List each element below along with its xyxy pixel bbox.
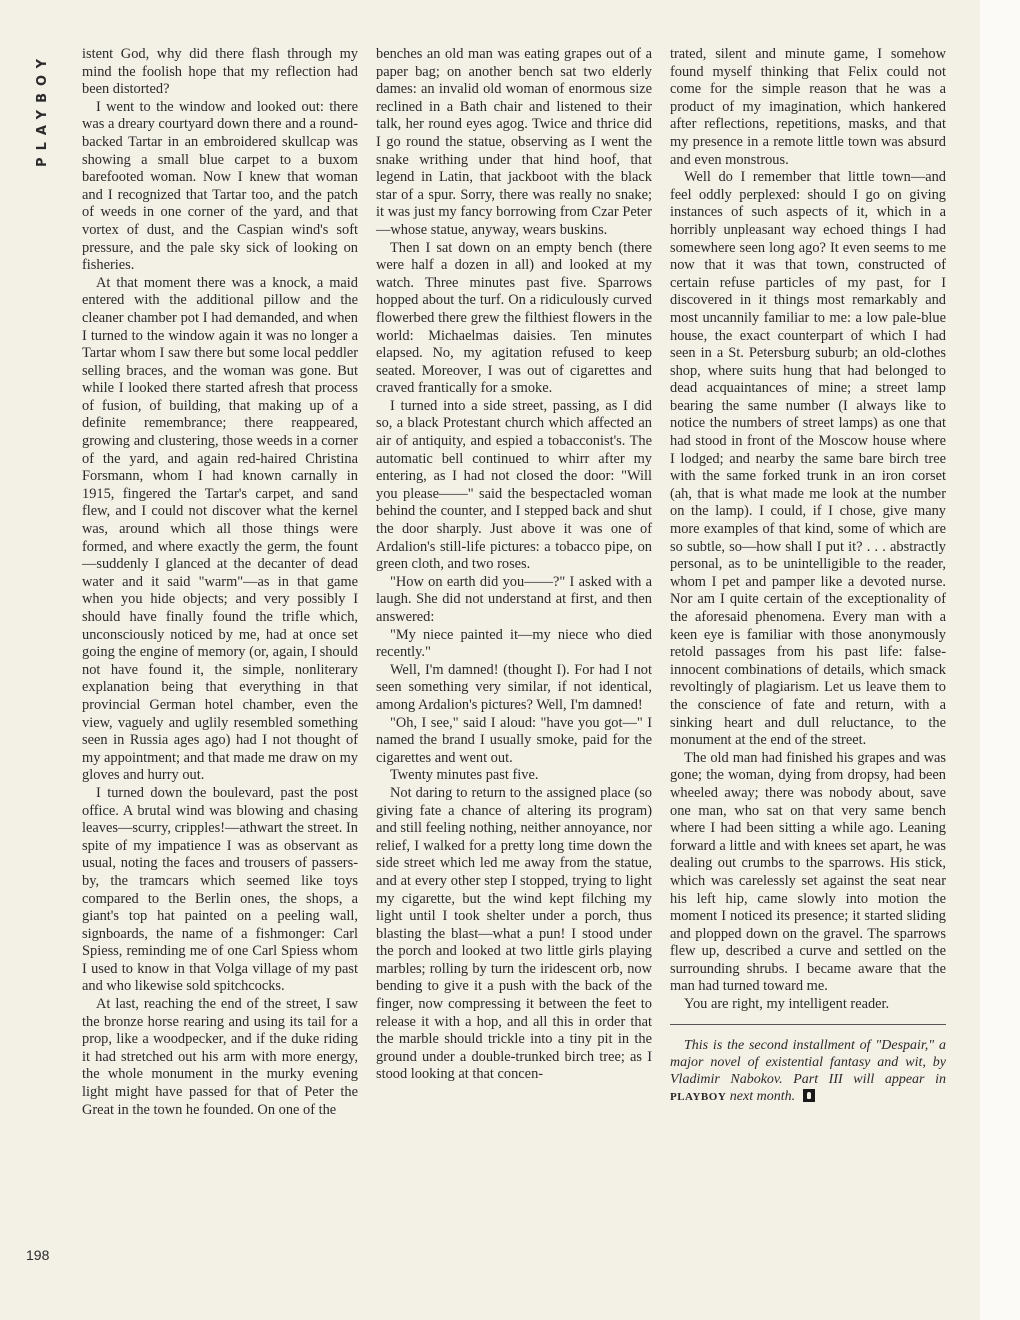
editor-note-tail: next month.	[729, 1088, 796, 1104]
paragraph: I turned into a side street, passing, as I did so, a black Protestant church which affected an air of antiquity, and espied a tobacconist's. The automatic bell continued to whirr after my entering, as I had not closed the door: "Will you please——" said the bespectacled woman behind the counter, and I stepped back and shut the door sharply. Just above it was one of Ardalion's still-life pictures: a tobacco pipe, on green cloth, and two roses.	[376, 397, 652, 573]
paragraph: "How on earth did you——?" I asked with a laugh. She did not understand at first, and then answered:	[376, 573, 652, 625]
paragraph: benches an old man was eating grapes out of a paper bag; on another bench sat two elderly dames: an invalid old woman of enormous size reclined in a Bath chair and listened to their talk, her round eyes agog. Twice and thrice did I go round the statue, observing as I went the snake writhing under that hind hoof, that legend in Latin, that jackboot with the black star of a spur. Sorry, there was really no snake; it was just my fancy borrowing from Czar Peter—whose statue, anyway, wears buskins.	[376, 46, 652, 238]
rabbit-head-logo-icon	[803, 1089, 815, 1102]
page-edge	[980, 0, 1020, 1320]
paragraph: istent God, why did there flash through my mind the foolish hope that my reflection had been distorted?	[82, 46, 358, 98]
paragraph: The old man had finished his grapes and was gone; the woman, dying from dropsy, had been wheeled away; there was nobody about, save one man, who sat on that very same bench where I had been sitting a while ago. Leaning forward a little and with knees set apart, he was dealing out crumbs to the sparrows. His stick, which was carelessly set against the seat near his left hip, came slowly into motion the moment I noticed its presence; it started sliding and plopped down on the gravel. The sparrows flew up, described a curve and settled on the surrounding shrubs. I became aware that the man had turned toward me.	[670, 749, 946, 995]
editor-note	[670, 1024, 946, 1106]
paragraph: "Oh, I see," said I aloud: "have you got—" I named the brand I usually smoke, paid for the cigarettes and went out.	[376, 714, 652, 766]
paragraph: Well, I'm damned! (thought I). For had I not seen something very similar, if not identical, among Ardalion's pictures? Well, I'm damned!	[376, 661, 652, 713]
text-column-1	[82, 46, 358, 1119]
paragraph: You are right, my intelligent reader.	[684, 996, 890, 1013]
paragraph: trated, silent and minute game, I somehow found myself thinking that Felix could not come for the simple reason that he was a product of my imagination, which hankered after reflections, repetitions, masks, and that my presence in a remote little town was absurd and even monstrous.	[670, 46, 946, 168]
paragraph: I went to the window and looked out: there was a dreary courtyard down there and a round-backed Tartar in an embroidered skullcap was showing a small blue carpet to a buxom barefooted woman. Now I knew that woman and I recognized that Tartar too, and the patch of weeds in one corner of the yard, and that vortex of dust, and the Caspian wind's soft pressure, and the pale sky sick of looking on fisheries.	[82, 98, 358, 274]
paragraph: Twenty minutes past five.	[390, 767, 539, 784]
paragraph: Well do I remember that little town—and feel oddly perplexed: should I go on giving instances of such aspects of it, which in a horribly unpleasant way echoed things I had somewhere seen long ago? It even seems to me now that it was that town, constructed of certain refuse particles of my past, for I discovered in it things most remarkably and most uncannily familiar to me: a low pale-blue house, the exact counterpart of which I had seen in a St. Petersburg suburb; an old-clothes shop, where suits hung that had belonged to dead acquaintances of mine; a street lamp bearing the same number (I always like to notice the numbers of street lamps) as one that had stood in front of the Moscow house where I lodged; and nearby the same bare birch tree with the same forked trunk in an iron corset (ah, that is what made me look at the number on the lamp). I could, if I chose, give many more examples of that kind, some of which are so subtle, so—how shall I put it? . . . abstractly personal, as to be unintelligible to the reader, whom I pet and pamper like a devoted nurse. Nor am I quite certain of the exceptionality of the aforesaid phenomena. Every man with a keen eye is familiar with those anonymously retold passages from his past life: false-innocent combinations of details, which smack revoltingly of plagiarism. Let us leave them to the conscience of fate and return, with a sinking heart and dull reluctance, to the monument at the end of the street.	[670, 169, 946, 749]
paragraph: Then I sat down on an empty bench (there were half a dozen in all) and looked at my watch. Three minutes past five. Sparrows hopped about the turf. On a ridiculously curved flowerbed there grew the filthiest flowers in the world: Michaelmas daisies. Ten minutes elapsed. No, my agitation refused to keep seated. Moreover, I was out of cigarettes and craved frantically for a smoke.	[376, 239, 652, 397]
page-number: 198	[26, 1247, 50, 1263]
magazine-name: PLAYBOY	[35, 52, 50, 167]
paragraph: At that moment there was a knock, a maid entered with the additional pillow and the cleaner chamber pot I had demanded, and when I turned to the window again it was no longer a Tartar whom I saw there but some local peddler selling braces, and the woman was gone. But while I looked there started afresh that process of fusion, of building, that making up of a definite remembrance; there reappeared, growing and clustering, those weeds in a corner of the yard, and again red-haired Christina Forsmann, whom I had known carnally in 1915, fingered the Tartar's carpet, and sand flew, and I could not discover what the kernel was, around which all those things were formed, and where exactly the germ, the fount—suddenly I glanced at the decanter of dead water and it said "warm"—as in that game when you hide objects; and very possibly I should have finally found the trifle which, unconsciously noticed by me, had at once set going the engine of memory (or, again, I should not have found it, the simple, nonliterary explanation being that everything in that provincial German hotel chamber, even the view, vaguely and uglily resembled something seen in Russia ages ago) had I not thought of my appointment; and that made me draw on my gloves and hurry out.	[82, 274, 358, 784]
editor-note-text: This is the second installment of "Despair," a major novel of existential fantasy and wit, by Vladimir Nabokov. Part III will appear in	[670, 1037, 946, 1087]
paragraph: At last, reaching the end of the street, I saw the bronze horse rearing and using its tail for a prop, like a woodpecker, and if the duke riding it had stretched out his arm with more energy, the whole monument in the murky evening light might have passed for that of Peter the Great in the town he founded. On one of the	[82, 996, 358, 1118]
text-column-2	[376, 46, 652, 1084]
editor-note-brand: PLAYBOY	[670, 1090, 727, 1103]
paragraph: Not daring to return to the assigned place (so giving fate a chance of altering its program) and still feeling nothing, neither annoyance, nor relief, I walked for a pretty long time down the side street which led me away from the statue, and at every other step I stopped, trying to light my cigarette, but the wind kept filching my light until I took shelter under a porch, thus blasting the blast—what a pun! I stood under the porch and looked at two little girls playing marbles; rolling by turn the iridescent orb, now bending to give it a push with the back of the finger, now compressing it between the feet to release it with a hop, and all this in order that the marble should trickle into a tiny pit in the ground under a double-trunked birch tree; as I stood looking at that concen-	[376, 784, 652, 1083]
paragraph: I turned down the boulevard, past the post office. A brutal wind was blowing and chasing leaves—scurry, cripples!—athwart the street. In spite of my impatience I was as observant as usual, noting the faces and trousers of passers-by, the tramcars which seemed like toys compared to the Berlin ones, the shops, a giant's top hat painted on a peeling wall, signboards, the name of a fishmonger: Carl Spiess, reminding me of one Carl Spiess whom I used to know in that Volga village of my past and who likewise sold spitchcocks.	[82, 784, 358, 995]
text-column-3	[670, 46, 946, 1106]
paragraph: "My niece painted it—my niece who died recently."	[376, 626, 652, 661]
